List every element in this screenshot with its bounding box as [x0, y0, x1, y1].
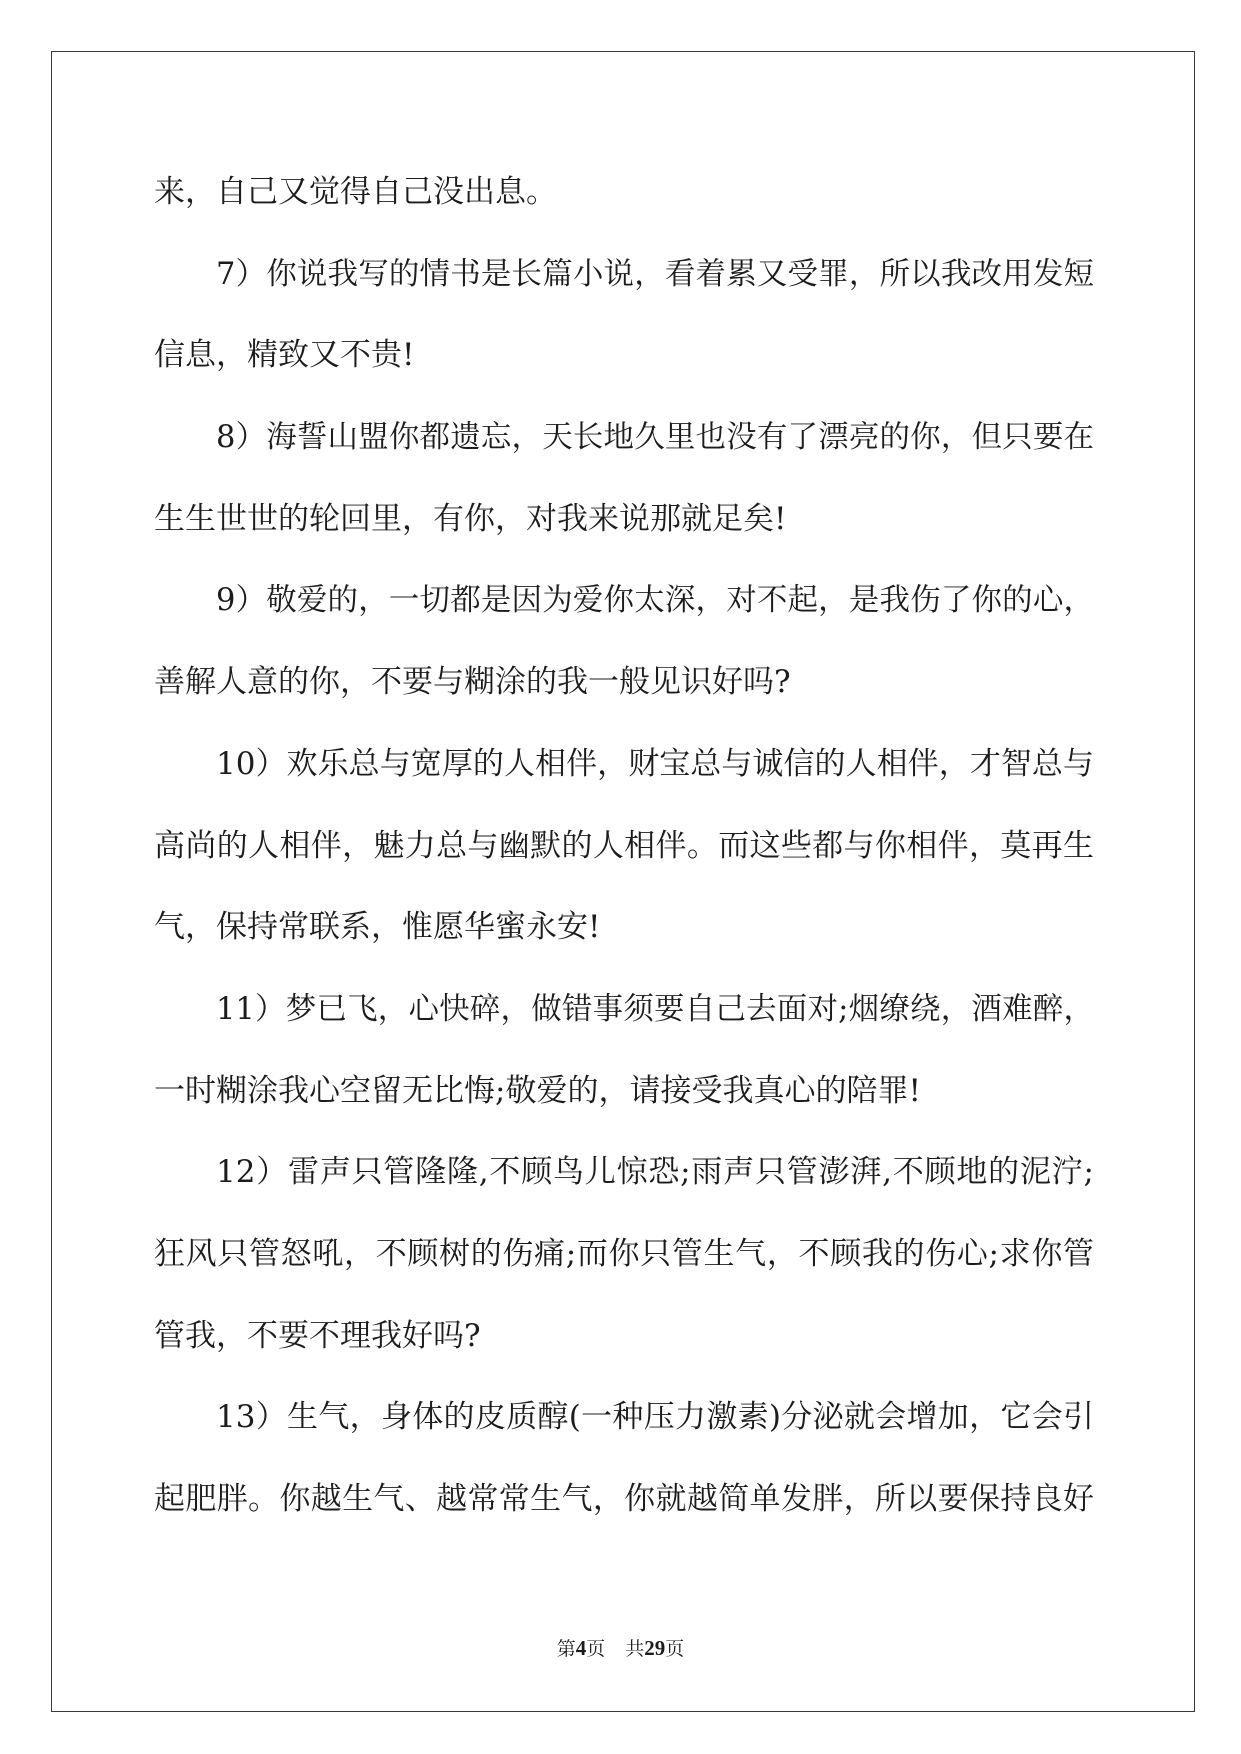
text-line: 7）你说我写的情书是长篇小说，看着累又受罪，所以我改用发短	[216, 256, 1094, 292]
text-line: 一时糊涂我心空留无比悔;敬爱的，请接受我真心的陪罪!	[154, 1072, 921, 1109]
text-line: 9）敬爱的，一切都是因为爱你太深，对不起，是我伤了你的心，	[216, 583, 1094, 619]
text-line: 善解人意的你，不要与糊涂的我一般见识好吗?	[154, 664, 791, 701]
footer-total-prefix: 共	[625, 1638, 645, 1660]
footer-total-pages: 29	[644, 1636, 666, 1660]
paragraph	[154, 152, 1094, 234]
footer-page-suffix: 页	[586, 1638, 606, 1660]
paragraph	[154, 1377, 1094, 1540]
paragraph	[154, 724, 1094, 969]
text-line: 生生世世的轮回里，有你，对我来说那就足矣!	[154, 500, 787, 537]
page-footer	[0, 1634, 1241, 1661]
text-line: 管我，不要不理我好吗?	[154, 1317, 481, 1354]
paragraph	[154, 397, 1094, 560]
text-line: 11）梦已飞，心快碎，做错事须要自己去面对;烟缭绕，酒难醉，	[216, 991, 1094, 1027]
text-line: 高尚的人相伴，魅力总与幽默的人相伴。而这些都与你相伴，莫再生	[154, 827, 1094, 864]
footer-page-prefix: 第	[556, 1638, 576, 1660]
text-line: 8）海誓山盟你都遗忘，天长地久里也没有了漂亮的你，但只要在	[216, 420, 1094, 456]
text-line: 起肥胖。你越生气、越常常生气，你就越简单发胖，所以要保持良好	[154, 1481, 1094, 1517]
text-line: 狂风只管怒吼，不顾树的伤痛;而你只管生气，不顾我的伤心;求你管	[154, 1235, 1094, 1272]
text-line: 信息，精致又不贵!	[154, 337, 415, 374]
text-line: 气，保持常联系，惟愿华蜜永安!	[154, 909, 601, 946]
footer-page-number: 4	[575, 1636, 587, 1660]
paragraph	[154, 560, 1094, 723]
text-line: 12）雷声只管隆隆,不顾鸟儿惊恐;雨声只管澎湃,不顾地的泥泞;	[216, 1154, 1094, 1191]
text-line: 10）欢乐总与宽厚的人相伴，财宝总与诚信的人相伴，才智总与	[216, 745, 1094, 782]
text-line: 13）生气，身体的皮质醇(一种压力激素)分泌就会增加，它会引	[216, 1399, 1094, 1436]
paragraph	[154, 234, 1094, 397]
paragraph	[154, 969, 1094, 1132]
footer-total-suffix: 页	[665, 1638, 685, 1660]
document-body	[154, 152, 1094, 1541]
paragraph	[154, 1132, 1094, 1377]
text-line: 来，自己又觉得自己没出息。	[154, 174, 557, 210]
